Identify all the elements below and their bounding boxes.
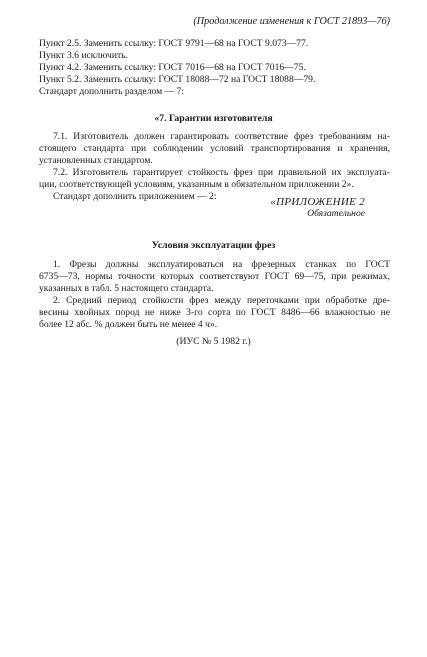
amendment-item: Пункт 2.5. Заменить ссылку: ГОСТ 9791—68 на ГОСТ 9.073—77.: [39, 38, 309, 49]
amendment-item: Стандарт дополнить разделом — 7:: [39, 86, 185, 97]
paragraph-line: 6735—73, нормы точности которых соответствуют ГОСТ 69—75, при режимах,: [39, 271, 390, 282]
paragraph-line: 2. Средний период стойкости фрез между переточками при обработке дре-: [53, 295, 390, 306]
amendment-list: [39, 38, 390, 98]
amendment-item: Пункт 4.2. Заменить ссылку: ГОСТ 7016—68 на ГОСТ 7016—75.: [39, 62, 306, 73]
source-reference: (ИУС № 5 1982 г.): [176, 336, 251, 347]
section-7-heading: «7. Гарантии изготовителя: [154, 113, 273, 124]
conditions-body: [39, 259, 390, 331]
paragraph-line: более 12 абс. % должен быть не менее 4 ч».: [39, 319, 218, 330]
paragraph-line: ции, соответствующей условиям, указанным в обязательном приложении 2».: [39, 179, 354, 190]
conditions-heading: Условия эксплуатации фрез: [151, 240, 276, 251]
amendment-item: Пункт 5.2. Заменить ссылку: ГОСТ 18088—72 на ГОСТ 18088—79.: [39, 74, 316, 85]
amendment-item: Пункт 3.6 исключить.: [39, 50, 128, 61]
paragraph-line: 7.1. Изготовитель должен гарантировать соответствие фрез требованиям на-: [53, 131, 390, 142]
appendix-title: «ПРИЛОЖЕНИЕ 2: [270, 196, 365, 208]
paragraph-line: указанных в табл. 5 настоящего стандарта.: [39, 283, 214, 294]
appendix-subtitle: Обязательное: [307, 208, 365, 219]
paragraph-line: 7.2. Изготовитель гарантирует стойкость фрез при правильной их эксплуата-: [53, 167, 390, 178]
paragraph-line: 1. Фрезы должны эксплуатироваться на фрезерных станках по ГОСТ: [53, 259, 390, 270]
paragraph-line: стоящего стандарта при соблюдении условий транспортирования и хранения,: [39, 143, 390, 154]
paragraph-line: установленных стандартом.: [39, 155, 153, 166]
paragraph-line: Стандарт дополнить приложением — 2:: [53, 191, 217, 202]
paragraph-line: весины хвойных пород не ниже 3-го сорта по ГОСТ 8486—66 влажностью не: [39, 307, 390, 318]
appendix-label: [270, 196, 365, 220]
page-header: (Продолжение изменения к ГОСТ 21893—76): [193, 16, 390, 27]
section-7-body: [39, 131, 390, 203]
